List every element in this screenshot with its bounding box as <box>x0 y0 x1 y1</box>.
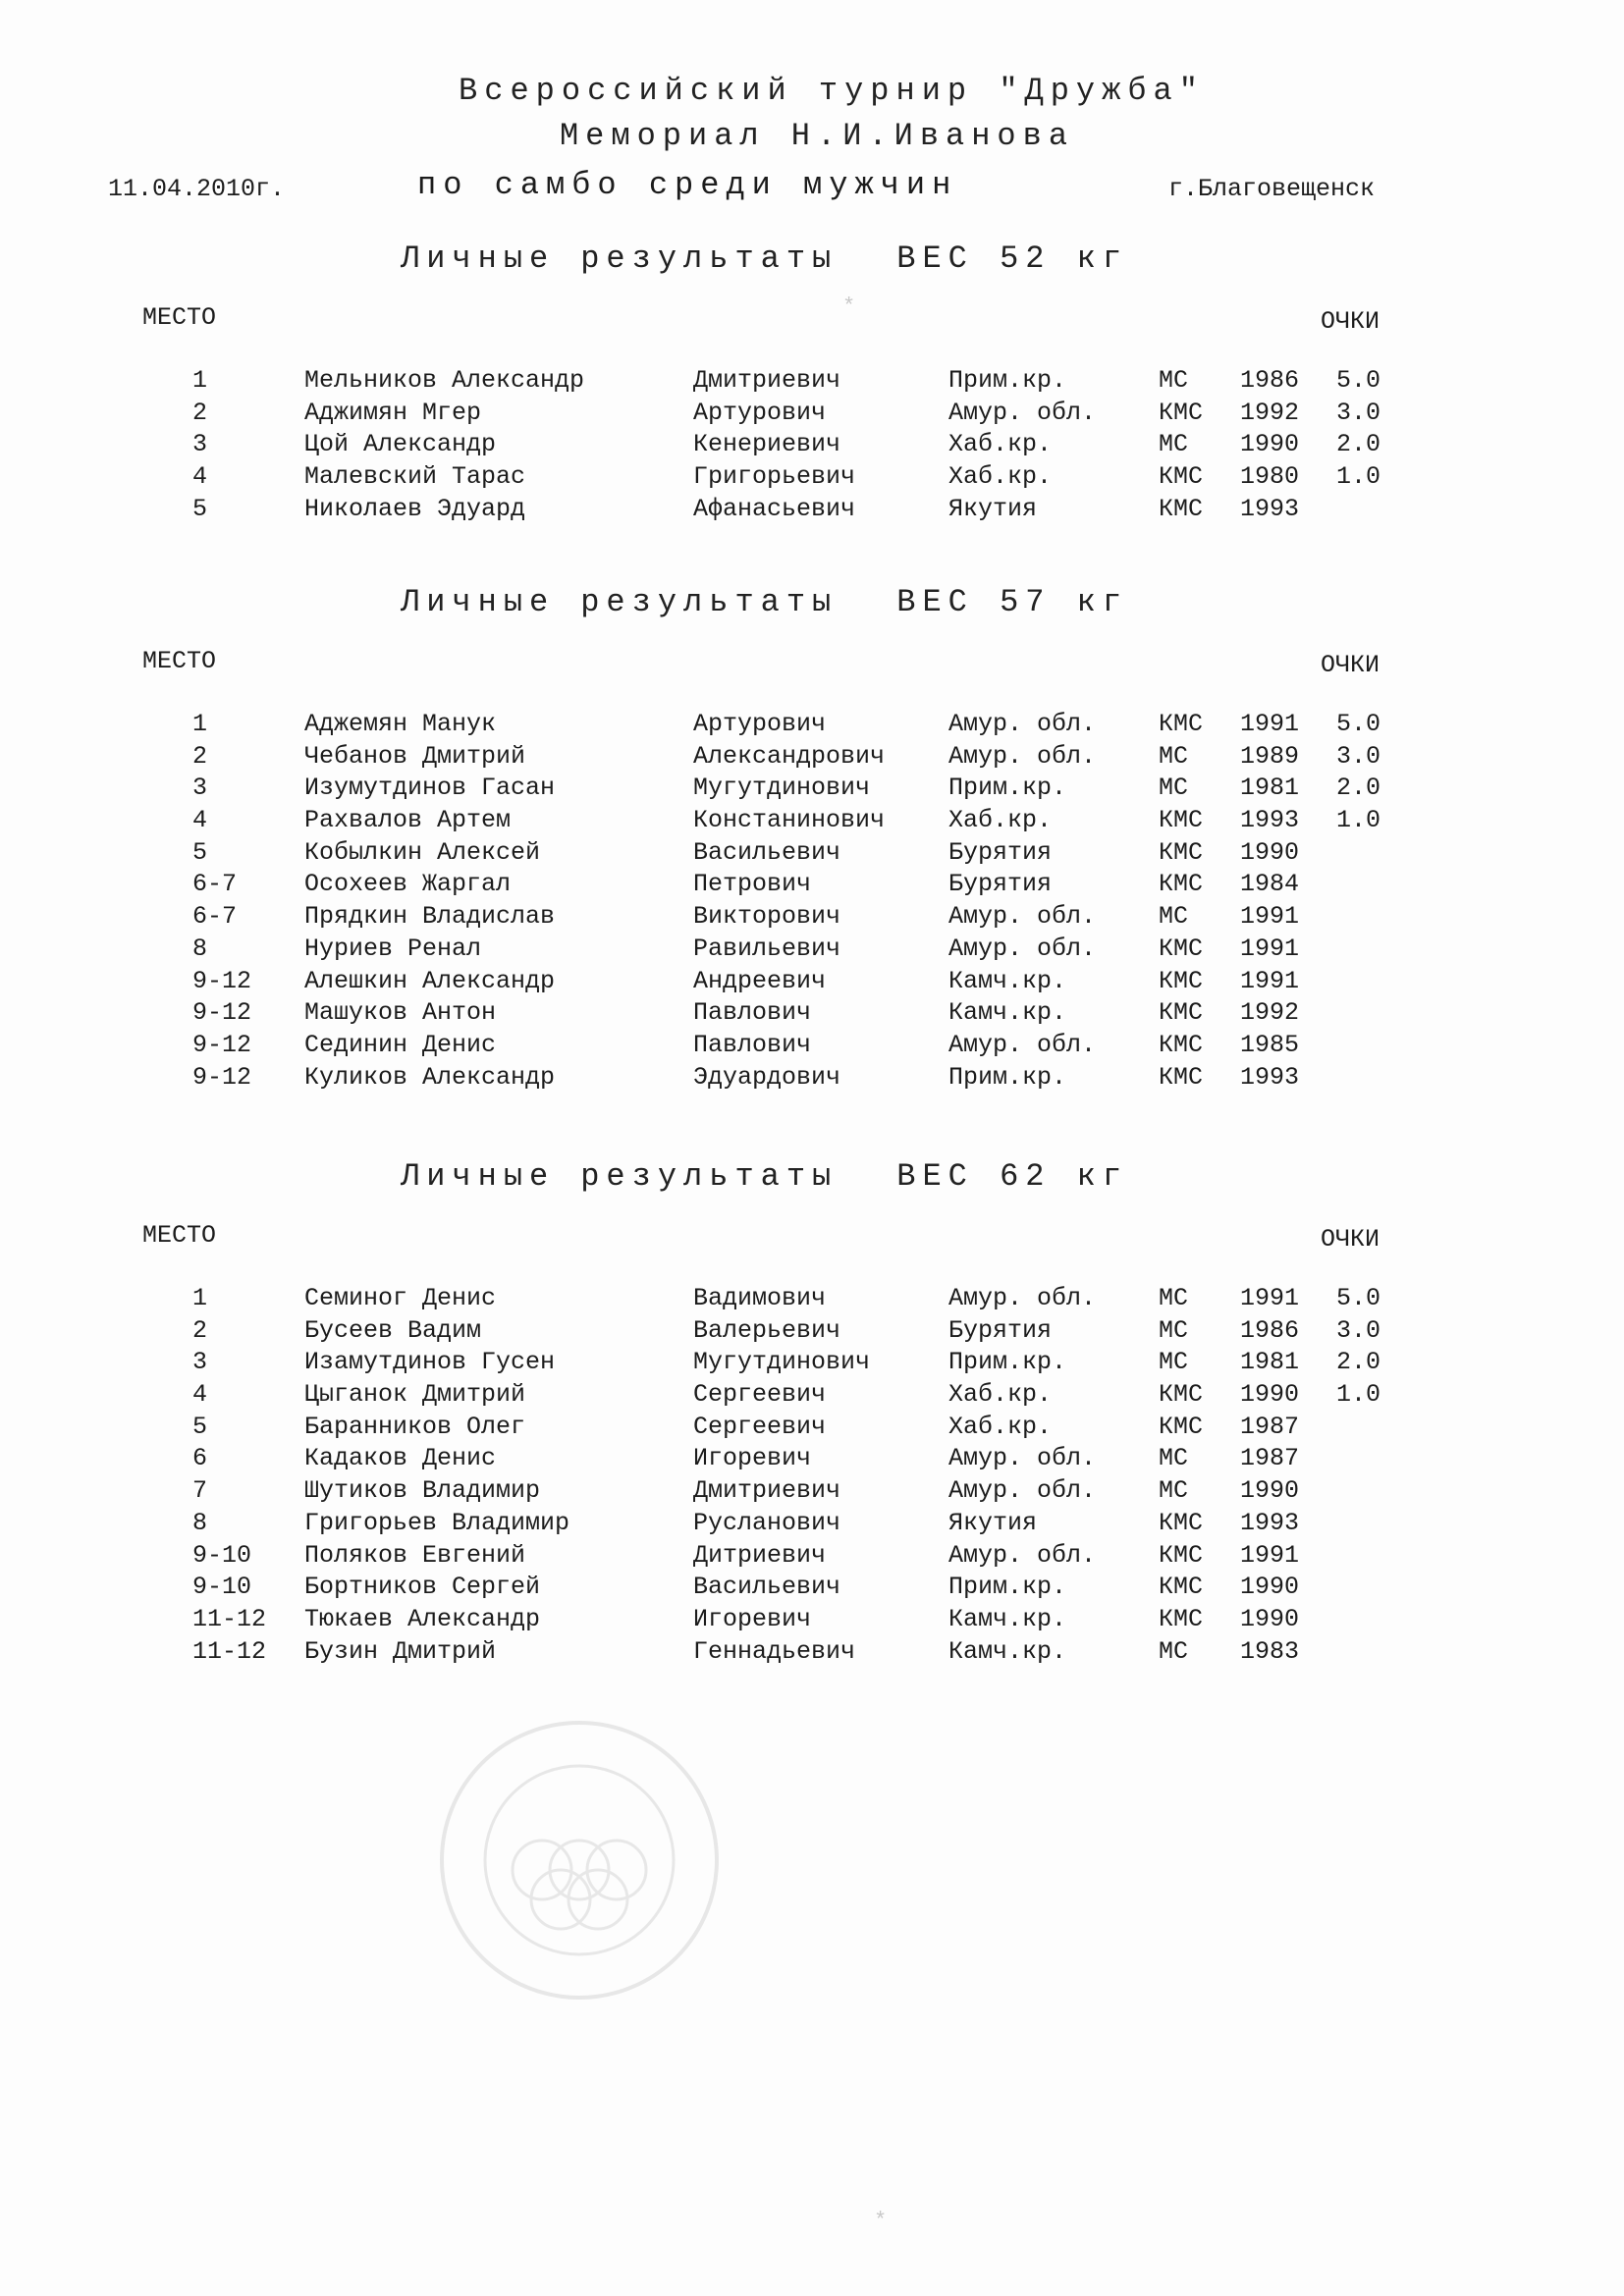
birth-year-cell: 1991 <box>1240 1540 1300 1570</box>
table-row <box>0 806 1624 838</box>
place-cell: 9-10 <box>192 1540 252 1570</box>
results-table <box>0 710 1624 1095</box>
patronymic-cell: Артурович <box>693 398 827 427</box>
athlete-name-cell: Нуриев Ренал <box>304 934 482 963</box>
place-cell: 9-12 <box>192 966 252 995</box>
table-row <box>0 774 1624 806</box>
table-row <box>0 1541 1624 1574</box>
region-cell: Прим.кр. <box>948 774 1067 803</box>
table-row <box>0 902 1624 934</box>
scan-speck: * <box>842 294 856 319</box>
region-cell: Хаб.кр. <box>948 462 1053 492</box>
weight-class: ВЕС 62 кг <box>896 1158 1129 1195</box>
birth-year-cell: 1993 <box>1240 806 1300 835</box>
region-cell: Камч.кр. <box>948 1604 1067 1633</box>
weight-class: ВЕС 57 кг <box>896 584 1129 620</box>
rank-cell: КМС <box>1159 934 1204 963</box>
rank-cell: МС <box>1159 1348 1189 1377</box>
place-cell: 11-12 <box>192 1636 267 1666</box>
birth-year-cell: 1990 <box>1240 1476 1300 1506</box>
table-row <box>0 1605 1624 1637</box>
athlete-name-cell: Семиног Денис <box>304 1284 497 1312</box>
table-row <box>0 366 1624 399</box>
region-cell: Прим.кр. <box>948 1348 1067 1377</box>
athlete-name-cell: Цыганок Дмитрий <box>304 1380 526 1410</box>
patronymic-cell: Мугутдинович <box>693 1348 871 1377</box>
patronymic-cell: Александрович <box>693 741 886 771</box>
rank-cell: КМС <box>1159 1030 1204 1059</box>
athlete-name-cell: Баранников Олег <box>304 1412 526 1441</box>
region-cell: Прим.кр. <box>948 1062 1067 1092</box>
place-cell: 6-7 <box>192 870 238 899</box>
place-column-header: МЕСТО <box>142 303 217 332</box>
athlete-name-cell: Бузин Дмитрий <box>304 1636 497 1666</box>
region-cell: Амур. обл. <box>948 1540 1097 1570</box>
place-cell: 5 <box>192 1412 208 1441</box>
place-column-header: МЕСТО <box>142 647 217 675</box>
athlete-name-cell: Прядкин Владислав <box>304 902 556 932</box>
place-cell: 9-12 <box>192 1062 252 1092</box>
place-cell: 3 <box>192 430 208 459</box>
region-cell: Амур. обл. <box>948 1284 1097 1312</box>
place-cell: 4 <box>192 806 208 835</box>
section-title <box>401 584 1128 620</box>
rank-cell: КМС <box>1159 1573 1204 1602</box>
rank-cell: МС <box>1159 741 1189 771</box>
table-row <box>0 1444 1624 1476</box>
athlete-name-cell: Рахвалов Артем <box>304 806 512 835</box>
rank-cell: МС <box>1159 774 1189 803</box>
athlete-name-cell: Алешкин Александр <box>304 966 556 995</box>
place-cell: 7 <box>192 1476 208 1506</box>
athlete-name-cell: Бортников Сергей <box>304 1573 541 1602</box>
athlete-name-cell: Аджемян Манук <box>304 710 497 738</box>
table-row <box>0 495 1624 527</box>
discipline-title: по самбо среди мужчин <box>417 167 958 203</box>
rank-cell: КМС <box>1159 462 1204 492</box>
birth-year-cell: 1991 <box>1240 934 1300 963</box>
patronymic-cell: Васильевич <box>693 1573 841 1602</box>
birth-year-cell: 1981 <box>1240 1348 1300 1377</box>
table-row <box>0 1637 1624 1670</box>
region-cell: Якутия <box>948 1508 1038 1537</box>
event-city: г.Благовещенск <box>1168 175 1376 203</box>
athlete-name-cell: Куликов Александр <box>304 1062 556 1092</box>
table-row <box>0 1509 1624 1541</box>
rank-cell: КМС <box>1159 398 1204 427</box>
section-title-word: Личные <box>401 584 556 620</box>
points-cell: 5.0 <box>1336 710 1381 738</box>
rank-cell: КМС <box>1159 1412 1204 1441</box>
region-cell: Амур. обл. <box>948 1476 1097 1506</box>
points-column-header: ОЧКИ <box>1321 651 1380 679</box>
points-cell: 5.0 <box>1336 1284 1381 1312</box>
birth-year-cell: 1992 <box>1240 398 1300 427</box>
athlete-name-cell: Шутиков Владимир <box>304 1476 541 1506</box>
athlete-name-cell: Малевский Тарас <box>304 462 526 492</box>
section-title-word: Личные <box>401 1158 556 1195</box>
patronymic-cell: Дитриевич <box>693 1540 827 1570</box>
place-cell: 5 <box>192 837 208 867</box>
patronymic-cell: Андреевич <box>693 966 827 995</box>
rank-cell: КМС <box>1159 1062 1204 1092</box>
place-column-header: МЕСТО <box>142 1221 217 1250</box>
patronymic-cell: Равильевич <box>693 934 841 963</box>
birth-year-cell: 1985 <box>1240 1030 1300 1059</box>
place-cell: 1 <box>192 1284 208 1312</box>
points-column-header: ОЧКИ <box>1321 1225 1380 1254</box>
table-row <box>0 1413 1624 1445</box>
region-cell: Амур. обл. <box>948 398 1097 427</box>
birth-year-cell: 1986 <box>1240 1315 1300 1345</box>
birth-year-cell: 1987 <box>1240 1412 1300 1441</box>
birth-year-cell: 1986 <box>1240 366 1300 395</box>
table-row <box>0 399 1624 431</box>
region-cell: Амур. обл. <box>948 1444 1097 1473</box>
tournament-title: Всероссийский турнир "Дружба" <box>459 73 1205 109</box>
region-cell: Бурятия <box>948 837 1053 867</box>
patronymic-cell: Афанасьевич <box>693 494 856 523</box>
points-column-header: ОЧКИ <box>1321 307 1380 336</box>
place-cell: 5 <box>192 494 208 523</box>
points-cell: 2.0 <box>1336 774 1381 803</box>
athlete-name-cell: Аджимян Мгер <box>304 398 482 427</box>
region-cell: Амур. обл. <box>948 934 1097 963</box>
birth-year-cell: 1987 <box>1240 1444 1300 1473</box>
birth-year-cell: 1990 <box>1240 1604 1300 1633</box>
athlete-name-cell: Кобылкин Алексей <box>304 837 541 867</box>
table-row <box>0 1573 1624 1605</box>
patronymic-cell: Дмитриевич <box>693 1476 841 1506</box>
region-cell: Бурятия <box>948 1315 1053 1345</box>
patronymic-cell: Сергеевич <box>693 1380 827 1410</box>
region-cell: Амур. обл. <box>948 741 1097 771</box>
region-cell: Амур. обл. <box>948 1030 1097 1059</box>
table-row <box>0 1063 1624 1095</box>
patronymic-cell: Васильевич <box>693 837 841 867</box>
athlete-name-cell: Кадаков Денис <box>304 1444 497 1473</box>
seal-stamp-icon <box>432 1713 727 2007</box>
place-cell: 4 <box>192 462 208 492</box>
athlete-name-cell: Машуков Антон <box>304 998 497 1028</box>
region-cell: Хаб.кр. <box>948 806 1053 835</box>
birth-year-cell: 1983 <box>1240 1636 1300 1666</box>
birth-year-cell: 1990 <box>1240 1380 1300 1410</box>
patronymic-cell: Вадимович <box>693 1284 827 1312</box>
patronymic-cell: Констанинович <box>693 806 886 835</box>
rank-cell: КМС <box>1159 1604 1204 1633</box>
place-cell: 9-12 <box>192 1030 252 1059</box>
region-cell: Камч.кр. <box>948 998 1067 1028</box>
place-cell: 2 <box>192 1315 208 1345</box>
patronymic-cell: Русланович <box>693 1508 841 1537</box>
weight-class: ВЕС 52 кг <box>896 240 1129 277</box>
patronymic-cell: Павлович <box>693 998 812 1028</box>
patronymic-cell: Дмитриевич <box>693 366 841 395</box>
patronymic-cell: Геннадьевич <box>693 1636 856 1666</box>
points-cell: 2.0 <box>1336 430 1381 459</box>
birth-year-cell: 1993 <box>1240 1508 1300 1537</box>
birth-year-cell: 1990 <box>1240 1573 1300 1602</box>
patronymic-cell: Петрович <box>693 870 812 899</box>
event-date: 11.04.2010г. <box>108 175 286 203</box>
birth-year-cell: 1993 <box>1240 494 1300 523</box>
patronymic-cell: Игоревич <box>693 1444 812 1473</box>
section-title-word: результаты <box>580 240 839 277</box>
points-cell: 2.0 <box>1336 1348 1381 1377</box>
place-cell: 9-12 <box>192 998 252 1028</box>
rank-cell: КМС <box>1159 494 1204 523</box>
place-cell: 11-12 <box>192 1604 267 1633</box>
rank-cell: МС <box>1159 366 1189 395</box>
athlete-name-cell: Цой Александр <box>304 430 497 459</box>
rank-cell: МС <box>1159 1476 1189 1506</box>
rank-cell: КМС <box>1159 966 1204 995</box>
rank-cell: МС <box>1159 1444 1189 1473</box>
table-row <box>0 967 1624 999</box>
place-cell: 8 <box>192 1508 208 1537</box>
region-cell: Якутия <box>948 494 1038 523</box>
birth-year-cell: 1991 <box>1240 902 1300 932</box>
patronymic-cell: Мугутдинович <box>693 774 871 803</box>
rank-cell: КМС <box>1159 806 1204 835</box>
table-row <box>0 1348 1624 1380</box>
region-cell: Хаб.кр. <box>948 1380 1053 1410</box>
rank-cell: МС <box>1159 1315 1189 1345</box>
patronymic-cell: Артурович <box>693 710 827 738</box>
patronymic-cell: Игоревич <box>693 1604 812 1633</box>
place-cell: 3 <box>192 1348 208 1377</box>
section-title-word: Личные <box>401 240 556 277</box>
table-row <box>0 1316 1624 1349</box>
table-row <box>0 1031 1624 1063</box>
rank-cell: КМС <box>1159 1380 1204 1410</box>
birth-year-cell: 1989 <box>1240 741 1300 771</box>
athlete-name-cell: Чебанов Дмитрий <box>304 741 526 771</box>
birth-year-cell: 1980 <box>1240 462 1300 492</box>
athlete-name-cell: Осохеев Жаргал <box>304 870 512 899</box>
section-title-word: результаты <box>580 584 839 620</box>
table-row <box>0 870 1624 902</box>
table-row <box>0 838 1624 871</box>
place-cell: 8 <box>192 934 208 963</box>
place-cell: 4 <box>192 1380 208 1410</box>
points-cell: 1.0 <box>1336 462 1381 492</box>
section-title <box>401 240 1128 277</box>
points-cell: 5.0 <box>1336 366 1381 395</box>
birth-year-cell: 1990 <box>1240 430 1300 459</box>
birth-year-cell: 1991 <box>1240 966 1300 995</box>
region-cell: Камч.кр. <box>948 1636 1067 1666</box>
region-cell: Хаб.кр. <box>948 1412 1053 1441</box>
table-row <box>0 1476 1624 1509</box>
section-title <box>401 1158 1128 1195</box>
table-row <box>0 462 1624 495</box>
region-cell: Прим.кр. <box>948 1573 1067 1602</box>
place-cell: 6 <box>192 1444 208 1473</box>
athlete-name-cell: Поляков Евгений <box>304 1540 526 1570</box>
points-cell: 1.0 <box>1336 806 1381 835</box>
table-row <box>0 430 1624 462</box>
rank-cell: МС <box>1159 902 1189 932</box>
place-cell: 2 <box>192 741 208 771</box>
results-table <box>0 1284 1624 1669</box>
place-cell: 3 <box>192 774 208 803</box>
patronymic-cell: Викторович <box>693 902 841 932</box>
birth-year-cell: 1984 <box>1240 870 1300 899</box>
patronymic-cell: Павлович <box>693 1030 812 1059</box>
athlete-name-cell: Николаев Эдуард <box>304 494 526 523</box>
rank-cell: КМС <box>1159 870 1204 899</box>
table-row <box>0 1284 1624 1316</box>
rank-cell: МС <box>1159 1284 1189 1312</box>
place-cell: 9-10 <box>192 1573 252 1602</box>
patronymic-cell: Сергеевич <box>693 1412 827 1441</box>
memorial-title: Мемориал Н.И.Иванова <box>559 118 1075 154</box>
athlete-name-cell: Бусеев Вадим <box>304 1315 482 1345</box>
rank-cell: КМС <box>1159 1540 1204 1570</box>
patronymic-cell: Григорьевич <box>693 462 856 492</box>
region-cell: Камч.кр. <box>948 966 1067 995</box>
region-cell: Бурятия <box>948 870 1053 899</box>
points-cell: 1.0 <box>1336 1380 1381 1410</box>
place-cell: 6-7 <box>192 902 238 932</box>
birth-year-cell: 1993 <box>1240 1062 1300 1092</box>
birth-year-cell: 1992 <box>1240 998 1300 1028</box>
points-cell: 3.0 <box>1336 741 1381 771</box>
region-cell: Амур. обл. <box>948 710 1097 738</box>
rank-cell: МС <box>1159 430 1189 459</box>
header-line-3 <box>0 167 1624 206</box>
points-cell: 3.0 <box>1336 1315 1381 1345</box>
rank-cell: МС <box>1159 1636 1189 1666</box>
place-cell: 2 <box>192 398 208 427</box>
region-cell: Амур. обл. <box>948 902 1097 932</box>
birth-year-cell: 1991 <box>1240 1284 1300 1312</box>
scan-speck: * <box>874 2209 888 2233</box>
birth-year-cell: 1990 <box>1240 837 1300 867</box>
patronymic-cell: Валерьевич <box>693 1315 841 1345</box>
table-row <box>0 1380 1624 1413</box>
athlete-name-cell: Мельников Александр <box>304 366 585 395</box>
patronymic-cell: Кенериевич <box>693 430 841 459</box>
place-cell: 1 <box>192 710 208 738</box>
birth-year-cell: 1981 <box>1240 774 1300 803</box>
patronymic-cell: Эдуардович <box>693 1062 841 1092</box>
athlete-name-cell: Изамутдинов Гусен <box>304 1348 556 1377</box>
athlete-name-cell: Григорьев Владимир <box>304 1508 570 1537</box>
section-title-word: результаты <box>580 1158 839 1195</box>
region-cell: Прим.кр. <box>948 366 1067 395</box>
birth-year-cell: 1991 <box>1240 710 1300 738</box>
table-row <box>0 934 1624 967</box>
points-cell: 3.0 <box>1336 398 1381 427</box>
table-row <box>0 742 1624 774</box>
region-cell: Хаб.кр. <box>948 430 1053 459</box>
table-row <box>0 710 1624 742</box>
athlete-name-cell: Изумутдинов Гасан <box>304 774 556 803</box>
rank-cell: КМС <box>1159 998 1204 1028</box>
rank-cell: КМС <box>1159 1508 1204 1537</box>
athlete-name-cell: Тюкаев Александр <box>304 1604 541 1633</box>
athlete-name-cell: Сединин Денис <box>304 1030 497 1059</box>
results-table <box>0 366 1624 526</box>
rank-cell: КМС <box>1159 837 1204 867</box>
table-row <box>0 998 1624 1031</box>
place-cell: 1 <box>192 366 208 395</box>
rank-cell: КМС <box>1159 710 1204 738</box>
